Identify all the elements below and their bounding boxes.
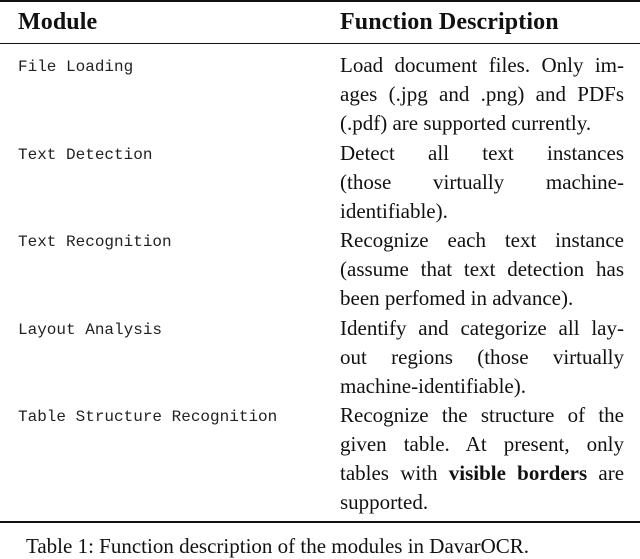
description-line: (.pdf) are supported currently. — [340, 111, 592, 135]
description-text: are — [598, 461, 625, 485]
function-description — [340, 314, 624, 401]
description-line — [340, 459, 624, 488]
function-description — [340, 226, 624, 313]
description-line: Detect all text instances — [340, 141, 624, 165]
description-line: (those virtually machine- — [340, 170, 624, 194]
function-description — [340, 139, 624, 226]
description-line: (assume that text detection has — [340, 257, 624, 281]
description-line: ages (.jpg and .png) and PDFs — [340, 82, 624, 106]
description-line: Load document files. Only im- — [340, 53, 624, 77]
top-rule — [0, 0, 640, 2]
description-text: tables with — [340, 461, 438, 485]
description-line: Recognize the structure of the — [340, 403, 624, 427]
function-description — [340, 401, 624, 517]
description-line: identifiable). — [340, 199, 448, 223]
module-name: Text Recognition — [18, 233, 172, 251]
module-name: Layout Analysis — [18, 321, 163, 339]
description-line: Recognize each text instance — [340, 228, 624, 252]
description-line: supported. — [340, 490, 429, 514]
description-line: out regions (those virtually — [340, 345, 624, 369]
description-line: Identify and categorize all lay- — [340, 316, 624, 340]
header-rule — [0, 43, 640, 44]
module-name: Table Structure Recognition — [18, 408, 278, 426]
description-line: been perfomed in advance). — [340, 286, 574, 310]
header-function-description: Function Description — [340, 9, 559, 35]
function-description — [340, 51, 624, 138]
bottom-rule — [0, 521, 640, 523]
module-name: File Loading — [18, 58, 134, 76]
emphasis-visible-borders: visible borders — [448, 461, 588, 485]
description-line: machine-identifiable). — [340, 374, 526, 398]
module-name: Text Detection — [18, 146, 153, 164]
table-caption: Table 1: Function description of the modules in DavarOCR. — [26, 534, 530, 558]
description-line: given table. At present, only — [340, 432, 624, 456]
header-module: Module — [18, 9, 98, 35]
